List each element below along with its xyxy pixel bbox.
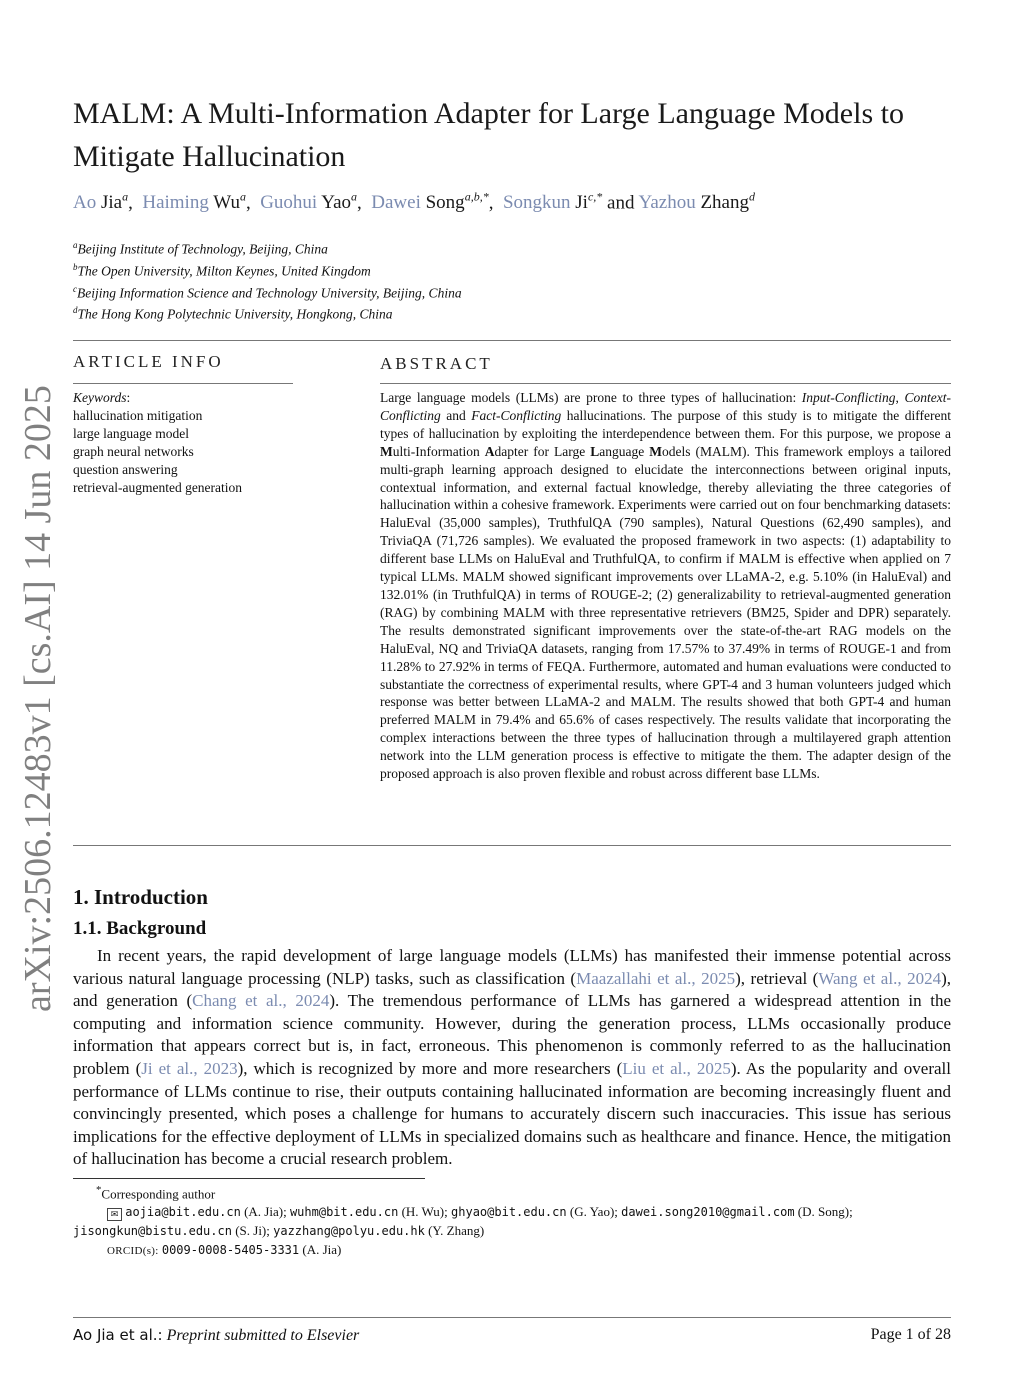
citation-link[interactable]: Chang et al., 2024 bbox=[192, 991, 330, 1011]
citation-link[interactable]: Wang et al., 2024 bbox=[818, 968, 942, 988]
keywords-label: Keywords bbox=[73, 390, 127, 405]
email-link[interactable]: jisongkun@bistu.edu.cn bbox=[73, 1224, 232, 1238]
footer-left: Ao Jia et al.: Preprint submitted to Elsevier bbox=[73, 1326, 360, 1344]
affiliation-c: $^c$Beijing Information Science and Technology University, Beijing, China bbox=[73, 284, 462, 301]
email-link[interactable]: wuhm@bit.edu.cn bbox=[289, 1205, 399, 1219]
affiliation-d: $^d$The Hong Kong Polytechnic University, Hongkong, China bbox=[73, 305, 393, 322]
article-info-rule bbox=[73, 383, 293, 384]
email-line-2: jisongkun@bistu.edu.cn (S. Ji); yazzhang@polyu.edu.hk (Y. Zhang) bbox=[73, 1223, 485, 1238]
keyword: question answering bbox=[73, 462, 178, 477]
corresponding-note: *Corresponding author bbox=[96, 1184, 216, 1202]
email-link[interactable]: ghyao@bit.edu.cn bbox=[451, 1205, 567, 1219]
orcid-link[interactable]: 0009-0008-5405-3331 bbox=[161, 1243, 300, 1257]
divider-mid bbox=[73, 845, 951, 846]
orcid-line: ORCID(s): 0009-0008-5405-3331 (A. Jia) bbox=[107, 1242, 342, 1257]
email-link[interactable]: yazzhang@polyu.edu.hk bbox=[273, 1224, 425, 1238]
author-3: Guohui Yao$^a$ bbox=[260, 190, 358, 214]
abstract-heading: ABSTRACT bbox=[380, 354, 493, 373]
keyword: retrieval-augmented generation bbox=[73, 480, 243, 495]
author-6: Yazhou Zhang$^d$ bbox=[638, 190, 755, 214]
section-heading: 1. Introduction bbox=[73, 885, 208, 909]
article-info-heading: ARTICLE INFO bbox=[73, 352, 224, 371]
divider-top bbox=[73, 340, 951, 341]
author-4: Dawei Song$^{a,b,*}$ bbox=[371, 190, 489, 214]
keyword: graph neural networks bbox=[73, 444, 194, 459]
affiliation-b: $^b$The Open University, Milton Keynes, United Kingdom bbox=[73, 262, 371, 279]
keywords-block: Keywords: hallucination mitigation large language model graph neural networks question answering retrieval-augmented generation bbox=[73, 389, 293, 497]
subsection-heading: 1.1. Background bbox=[73, 918, 207, 939]
abstract-text: Large language models (LLMs) are prone to three types of hallucination: Input-Conflicting, Context-Conflicting and Fact-Conflicting hallucinations. The purpose of this study is to mitigate the different types of hallucination by exploiting the interdependence between them. For this purpose, we propose a Multi-Information Adapter for Large Language Models (MALM). This framework employs a tailored multi-graph learning approach designed to elucidate the interconnections between original inputs, contextual information, and external factual knowledge, thereby alleviating the three categories of hallucination within a cohesive framework. Experiments were carried out on four benchmarking datasets: HaluEval (35,000 samples), TruthfulQA (790 samples), Natural Questions (62,490 samples), and TriviaQA (71,726 samples). We evaluated the proposed framework in two aspects: (1) adaptability to different base LLMs on HaluEval and TruthfulQA, to confirm if MALM is effective when applied on 7 typical LLMs. MALM showed significant improvements over LLaMA-2, e.g. 5.10% (in HaluEval) and 132.01% (in TruthfulQA) in terms of ROUGE-2; (2) generalizability to retrieval-augmented generation (RAG) by combining MALM with three representative retrievers (BM25, Spider and DPR) separately. The results demonstrated significant improvements over the state-of-the-art RAG models on the HaluEval, NQ and TriviaQA datasets, ranging from 17.57% to 37.49% in terms of ROUGE-1 and from 11.28% to 27.92% in terms of FEQA. Furthermore, automated and human evaluations were conducted to substantiate the correctness of experimental results, where GPT-4 and 3 human volunteers judged which response was better between LLaMA-2 and MALM. The results showed that both GPT-4 and human preferred MALM in 79.4% and 65.6% of cases respectively. The results validate that incorporating the complex interactions between the three types of hallucination through a multilayered graph attention network into the LLM generation process is effective to mitigate the them. The adapter design of the proposed approach is also proven flexible and robust across different base LLMs. bbox=[380, 390, 952, 782]
citation-link[interactable]: Maazallahi et al., 2025 bbox=[576, 968, 736, 988]
email-icon: ✉ bbox=[107, 1208, 122, 1221]
arxiv-stamp: arXiv:2506.12483v1 [cs.AI] 14 Jun 2025 bbox=[17, 385, 59, 1012]
keyword: hallucination mitigation bbox=[73, 408, 203, 423]
author-list: Ao Jia$^a$, Haiming Wu$^a$, Guohui Yao$^a$, Dawei Song$^{a,b,*}$, Songkun $Ji^{c,*}$ and Yazhou Zhang$^d$ bbox=[73, 190, 755, 214]
email-link[interactable]: dawei.song2010@gmail.com bbox=[621, 1205, 795, 1219]
email-line-1: ✉ aojia@bit.edu.cn (A. Jia); wuhm@bit.edu.cn (H. Wu); ghyao@bit.edu.cn (G. Yao); dawei.song2010@gmail.com (D. Song); bbox=[107, 1204, 853, 1221]
keyword: large language model bbox=[73, 426, 189, 441]
citation-link[interactable]: Liu et al., 2025 bbox=[622, 1058, 731, 1078]
paper-title: MALM: A Multi-Information Adapter for Large Language Models to Mitigate Hallucination bbox=[73, 97, 904, 173]
intro-paragraph: In recent years, the rapid development of large language models (LLMs) has manifested their immense potential across various natural language processing (NLP) tasks, such as classification (Maazallahi et al., 2025), retrieval (Wang et al., 2024), and generation (Chang et al., 2024). The tremendous performance of LLMs has garnered a widespread attention in the computing and information science community. However, during the generation process, LLMs occasionally produce information that appears correct but is, in fact, erroneous. This phenomenon is commonly referred to as the hallucination problem (Ji et al., 2023), which is recognized by more and more researchers (Liu et al., 2025). As the popularity and overall performance of LLMs continue to rise, their outputs containing hallucinated information are becoming increasingly fluent and convincingly presented, which poses a challenge for humans to accurately discern such inaccuracies. This issue has serious implications for the effective deployment of LLMs in specialized domains such as healthcare and finance. Hence, the mitigation of hallucination has become a crucial research problem. bbox=[73, 946, 952, 1169]
author-2: Haiming Wu$^a$ bbox=[142, 190, 246, 214]
author-1: Ao Jia$^a$ bbox=[73, 190, 129, 214]
author-5: Songkun $Ji^{c,*}$ bbox=[502, 190, 603, 214]
page-number: Page 1 of 28 bbox=[870, 1326, 951, 1343]
email-link[interactable]: aojia@bit.edu.cn bbox=[125, 1205, 241, 1219]
affiliation-a: $^a$Beijing Institute of Technology, Beijing, China bbox=[73, 240, 328, 257]
footer-rule bbox=[73, 1317, 951, 1318]
citation-link[interactable]: Ji et al., 2023 bbox=[141, 1058, 238, 1078]
footnote-rule bbox=[73, 1178, 425, 1179]
abstract-rule bbox=[380, 383, 951, 384]
